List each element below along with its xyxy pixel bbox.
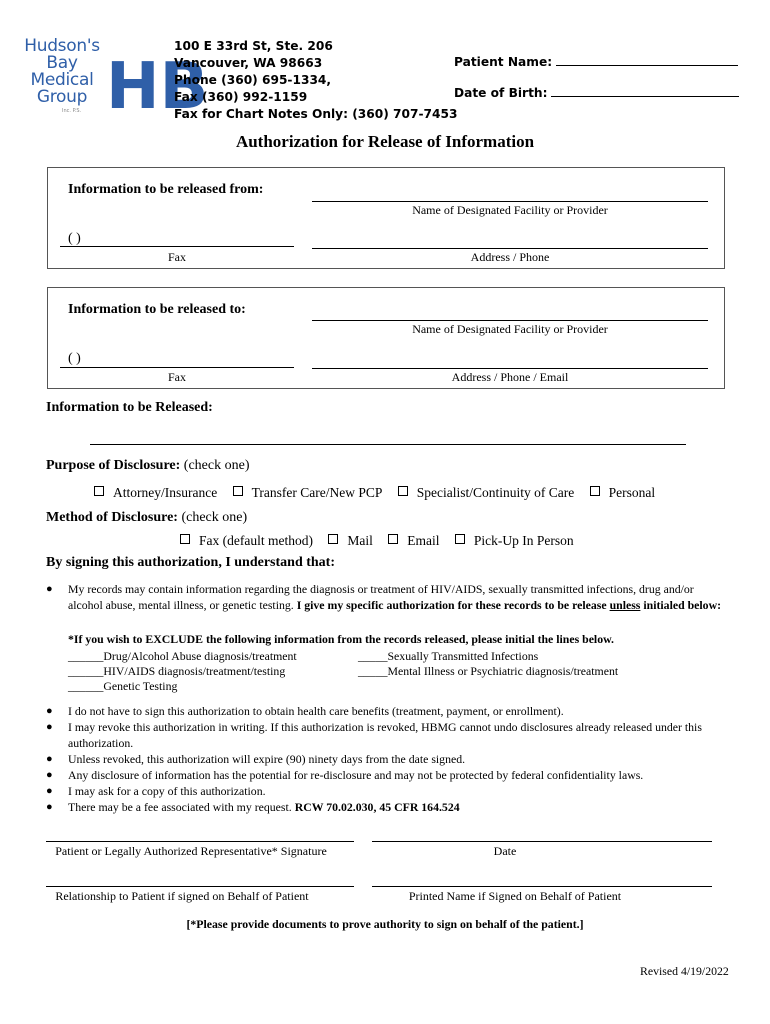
from-facility-field[interactable] [312, 201, 708, 202]
printed-name-field[interactable] [372, 886, 712, 887]
patient-name-row [454, 54, 739, 85]
info-released-label: Information to be Released: [46, 400, 213, 415]
from-address-caption: Address / Phone [470, 250, 550, 264]
bullet-icon: ● [46, 753, 53, 765]
bullet-text: Unless revoked, this authorization will expire (90) ninety days from the date signed. [68, 752, 466, 766]
bullet-icon: ● [46, 785, 53, 797]
checkbox-icon[interactable] [233, 486, 243, 496]
purpose-option[interactable] [94, 485, 217, 500]
date-caption: Date [493, 844, 517, 858]
bullet-icon: ● [46, 583, 53, 595]
bullet-icon: ● [46, 721, 53, 733]
exclude-genetic[interactable]: ______Genetic Testing [68, 679, 178, 693]
to-fax-caption: Fax [168, 370, 186, 384]
purpose-note: (check one) [183, 458, 250, 473]
date-field[interactable] [372, 841, 712, 842]
exclude-std[interactable]: _____Sexually Transmitted Infections [358, 649, 539, 663]
hb-logo-mark-icon [102, 46, 209, 124]
dob-row [454, 85, 739, 116]
checkbox-icon[interactable] [455, 534, 465, 544]
to-facility-field[interactable] [312, 320, 708, 321]
list-item [46, 799, 726, 815]
logo-line: Bay [46, 53, 78, 73]
purpose-option-label: Attorney/Insurance [113, 485, 218, 500]
bullet-icon: ● [46, 705, 53, 717]
checkbox-icon[interactable] [94, 486, 104, 496]
purpose-option-label: Specialist/Continuity of Care [416, 485, 575, 500]
method-option-label: Fax (default method) [199, 533, 313, 548]
method-option-label: Mail [347, 533, 373, 548]
released-from-box [47, 167, 725, 269]
form-title: Authorization for Release of Information [235, 132, 535, 151]
checkbox-icon[interactable] [398, 486, 408, 496]
bullet-text: I do not have to sign this authorization to obtain health care benefits (treatment, payment, or enrollment). [68, 704, 564, 718]
list-item [46, 767, 726, 783]
exclude-hiv[interactable]: ______HIV/AIDS diagnosis/treatment/testing [68, 664, 286, 678]
method-options [180, 533, 586, 549]
address-line: Vancouver, WA 98663 [174, 56, 323, 70]
revision-date: Revised 4/19/2022 [640, 964, 729, 978]
purpose-option-label: Personal [608, 485, 656, 500]
bullet-text: I may ask for a copy of this authorization. [68, 784, 266, 798]
bullet-bold: I give my specific authorization for these records to be release [296, 598, 607, 612]
logo-line: Hudson's [24, 36, 100, 56]
bullet-icon: ● [46, 769, 53, 781]
checkbox-icon[interactable] [328, 534, 338, 544]
bullet-body: My records may contain information regarding the diagnosis or treatment of HIV/AIDS, sexually transmitted infections, drug and/or alcohol abuse, mental illness, or genetic testing. [68, 582, 694, 612]
checkbox-icon[interactable] [590, 486, 600, 496]
purpose-label: Purpose of Disclosure: [46, 458, 181, 473]
checkbox-icon[interactable] [180, 534, 190, 544]
signature-field[interactable] [46, 841, 354, 842]
fee-text: There may be a fee associated with my request. [68, 800, 292, 814]
logo-subtext: Inc. P.S. [62, 108, 82, 114]
from-address-field[interactable] [312, 248, 708, 249]
relationship-caption: Relationship to Patient if signed on Behalf of Patient [55, 889, 309, 903]
address-line: 100 E 33rd St, Ste. 206 [174, 39, 333, 53]
from-facility-caption: Name of Designated Facility or Provider [412, 203, 608, 217]
from-fax-field[interactable] [60, 246, 294, 247]
exclude-heading: *If you wish to EXCLUDE the following information from the records released, please initial the lines below. [68, 632, 614, 646]
bullet-text: Any disclosure of information has the potential for re-disclosure and may not be protected by federal confidentiality laws. [68, 768, 644, 782]
from-fax-area-code: ( ) [68, 231, 81, 246]
released-to-box [47, 287, 725, 389]
bullet-list [46, 703, 726, 815]
clinic-address [174, 38, 457, 123]
purpose-option-label: Transfer Care/New PCP [251, 485, 383, 500]
fee-citation: RCW 70.02.030, 45 CFR 164.524 [294, 800, 460, 814]
patient-name-field[interactable] [556, 55, 738, 66]
list-item [46, 703, 726, 719]
signature-caption: Patient or Legally Authorized Representative* Signature [55, 844, 327, 858]
logo-line: Medical [30, 70, 94, 90]
bullet-icon: ● [46, 801, 53, 813]
understand-heading: By signing this authorization, I understand that: [46, 555, 336, 570]
released-to-label: Information to be released to: [68, 302, 246, 317]
bullet-text: I may revoke this authorization in writing. If this authorization is revoked, HBMG cannot undo disclosures already released under this authorization. [68, 720, 702, 750]
list-item [46, 783, 726, 799]
exclude-mental[interactable]: _____Mental Illness or Psychiatric diagnosis/treatment [358, 664, 619, 678]
to-facility-caption: Name of Designated Facility or Provider [412, 322, 608, 336]
info-released-field[interactable] [90, 444, 686, 445]
to-address-field[interactable] [312, 368, 708, 369]
sensitive-records-bullet [46, 581, 726, 613]
to-fax-area-code: ( ) [68, 351, 81, 366]
hbmg-logo [24, 36, 209, 124]
method-option[interactable] [455, 533, 574, 548]
purpose-options [94, 485, 667, 501]
from-fax-caption: Fax [168, 250, 186, 264]
method-option-label: Pick-Up In Person [473, 533, 574, 548]
logo-line: Group [36, 87, 88, 107]
released-from-label: Information to be released from: [68, 182, 264, 197]
relationship-field[interactable] [46, 886, 354, 887]
dob-field[interactable] [551, 86, 739, 97]
method-note: (check one) [181, 510, 248, 525]
purpose-option[interactable] [233, 485, 383, 500]
bullet-text [68, 799, 726, 815]
checkbox-icon[interactable] [388, 534, 398, 544]
method-label: Method of Disclosure: [46, 510, 178, 525]
authority-note: [*Please provide documents to prove authority to sign on behalf of the patient.] [186, 917, 584, 931]
list-item [46, 751, 726, 767]
purpose-option[interactable] [398, 485, 574, 500]
to-address-caption: Address / Phone / Email [451, 370, 569, 384]
bullet-underline: unless [609, 598, 641, 612]
method-option[interactable] [180, 533, 313, 548]
method-option[interactable] [388, 533, 439, 548]
patient-info [454, 54, 739, 116]
to-fax-field[interactable] [60, 367, 294, 368]
method-option[interactable] [328, 533, 373, 548]
bullet-text [68, 581, 726, 613]
method-option-label: Email [407, 533, 440, 548]
printed-name-caption: Printed Name if Signed on Behalf of Patient [408, 889, 622, 903]
chart-fax-line: Fax for Chart Notes Only: (360) 707-7453 [174, 107, 458, 121]
logo-wordmark [24, 38, 100, 106]
logo-mark-text: HB [106, 50, 209, 124]
bullet-bold-end: initialed below: [643, 598, 722, 612]
fax-line: Fax (360) 992-1159 [174, 90, 308, 104]
exclude-drug[interactable]: ______Drug/Alcohol Abuse diagnosis/treatment [68, 649, 297, 663]
patient-name-label: Patient Name: [454, 55, 553, 69]
list-item [46, 719, 726, 751]
method-heading [46, 510, 247, 526]
dob-label: Date of Birth: [454, 86, 548, 100]
purpose-heading [46, 458, 249, 474]
purpose-option[interactable] [590, 485, 656, 500]
phone-line: Phone (360) 695-1334, [174, 73, 332, 87]
